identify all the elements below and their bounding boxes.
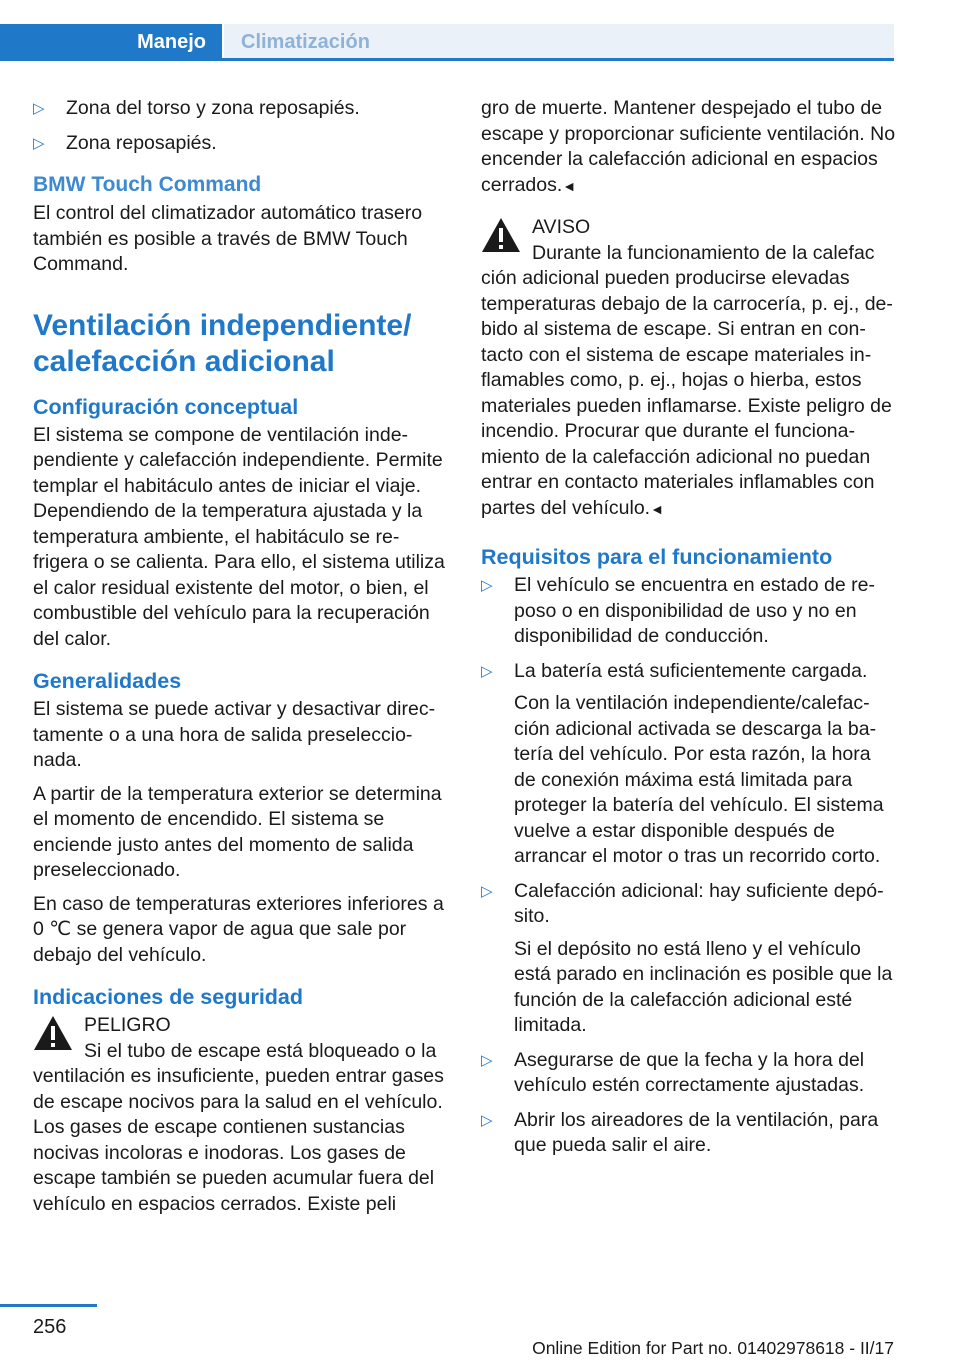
tab-manejo: Manejo bbox=[0, 24, 222, 61]
list-item bbox=[33, 96, 448, 122]
list-item bbox=[481, 659, 896, 870]
list-item bbox=[481, 573, 896, 650]
list-item-text: La batería está suficientemente cargada. bbox=[514, 659, 868, 682]
page-number: 256 bbox=[33, 1316, 67, 1338]
aviso-label: AVISO bbox=[532, 216, 591, 238]
end-mark-icon: ◄ bbox=[650, 500, 664, 517]
list-item-text: Calefacción adicional: hay suficiente depósito. bbox=[514, 879, 884, 927]
general-paragraph-2: A partir de la temperatura exterior se determina el momento de encendido. El sistema se enciende justo antes del momento de salida preseleccionado. bbox=[33, 782, 442, 881]
warning-icon bbox=[481, 217, 521, 253]
list-item-subtext: Si el depósito no está lleno y el vehículo está parado en inclinación es posible que la función de la calefacción adicional esté limitada. bbox=[514, 937, 893, 1036]
aviso-text bbox=[481, 266, 896, 522]
danger-label: PELIGRO bbox=[84, 1014, 171, 1036]
general-paragraph-1: El sistema se puede activar y desactivar directamente o a una hora de salida preseleccionada. bbox=[33, 698, 436, 771]
list-item-text: Zona reposapiés. bbox=[66, 131, 217, 154]
danger-continued-text: gro de muerte. Mantener despejado el tubo de escape y proporcionar suficiente ventilación. No encender la calefacción adicional en espacios cerrados. bbox=[481, 97, 896, 196]
bullet-triangle-icon: ▷ bbox=[481, 1051, 493, 1069]
list-item-text: Asegurarse de que la fecha y la hora del vehículo estén correctamente ajustadas. bbox=[514, 1048, 865, 1096]
edition-note: Online Edition for Part no. 01402978618 - II/17 bbox=[532, 1338, 894, 1358]
list-item-text: Abrir los aireadores de la ventilación, para que pueda salir el aire. bbox=[514, 1108, 879, 1156]
general-heading: Generalidades bbox=[33, 669, 182, 693]
header-rule bbox=[0, 58, 894, 61]
bullet-triangle-icon: ▷ bbox=[481, 1111, 493, 1129]
footer-rule bbox=[0, 1304, 97, 1307]
aviso-lead-text: Durante la funcionamiento de la calefac bbox=[532, 241, 875, 264]
bullet-triangle-icon: ▷ bbox=[33, 134, 45, 152]
section-title bbox=[33, 308, 448, 380]
general-paragraph-3: En caso de temperaturas exteriores inferiores a 0 ℃ se genera vapor de agua que sale por debajo del vehículo. bbox=[33, 892, 444, 966]
right-column bbox=[481, 96, 896, 1168]
list-item-text: El vehículo se encuentra en estado de reposo o en disponibilidad de uso y no en disponibilidad de conducción. bbox=[514, 574, 875, 647]
list-item bbox=[33, 131, 448, 157]
danger-text: ventilación es insuficiente, pueden entrar gases de escape nocivos para la salud en el vehículo. Los gases de escape contienen sustancias nocivas incoloras e inodoras. Los gases de escape también se pueden acumular fuera del vehículo en espacios cerrados. Existe peli bbox=[33, 1065, 444, 1215]
danger-note bbox=[33, 1013, 448, 1217]
end-mark-icon: ◄ bbox=[562, 177, 577, 194]
requirements-heading: Requisitos para el funcionamiento bbox=[481, 545, 833, 569]
touch-command-heading: BMW Touch Command bbox=[33, 173, 262, 196]
aviso-note bbox=[481, 215, 896, 522]
bullet-triangle-icon: ▷ bbox=[481, 577, 493, 594]
section-title-line-2: calefacción adicional bbox=[33, 344, 335, 378]
aviso-body: ción adicional pueden producirse elevadas temperaturas debajo de la carrocería, p. ej., debido al sistema de escape. Si entran en contacto con el sistema de escape materiales inflamables como, p. ej., hojas o hierba, estos materiales pueden inflamarse. Existe peligro de incendio. Procurar que durante el funcionamiento de la calefacción adicional no puedan entrar en contacto materiales inflamables con partes del vehículo. bbox=[481, 267, 893, 519]
bullet-triangle-icon: ▷ bbox=[481, 882, 493, 900]
list-item-subtext: Con la ventilación independiente/calefacción adicional activada se descarga la batería del vehículo. Por esta razón, la hora de conexión máxima está limitada para proteger la batería del vehículo. El sistema vuelve a estar disponible después de arrancar el motor o tras un recorrido corto. bbox=[514, 692, 884, 867]
list-item bbox=[481, 1108, 896, 1159]
list-item bbox=[481, 1048, 896, 1099]
config-text: El sistema se compone de ventilación independiente y calefacción independiente. Permite templar el habitáculo antes de iniciar el viaje. Dependiendo de la temperatura ajustada y la temperatura ambiente, el habitáculo se refrigera o se calienta. Para ello, el sistema utiliza el calor residual existente del motor, o bien, el combustible del vehículo para la recuperación del calor. bbox=[33, 423, 445, 650]
list-item bbox=[481, 879, 896, 1039]
warning-icon bbox=[33, 1015, 73, 1051]
config-heading: Configuración conceptual bbox=[33, 394, 299, 419]
section-title-line-1: Ventilación independiente/ bbox=[33, 308, 412, 342]
danger-lead-text: Si el tubo de escape está bloqueado o la bbox=[84, 1039, 437, 1062]
touch-command-text: El control del climatizador automático trasero también es posible a través de BMW Touch Command. bbox=[33, 202, 423, 275]
list-item-text: Zona del torso y zona reposapiés. bbox=[66, 97, 360, 119]
tab-climatizacion: Climatización bbox=[224, 24, 894, 58]
bullet-triangle-icon: ▷ bbox=[33, 100, 45, 117]
danger-continued bbox=[481, 96, 896, 199]
left-column bbox=[33, 96, 448, 1217]
safety-heading: Indicaciones de seguridad bbox=[33, 985, 304, 1009]
page-header bbox=[0, 24, 894, 61]
bullet-triangle-icon: ▷ bbox=[481, 662, 493, 680]
